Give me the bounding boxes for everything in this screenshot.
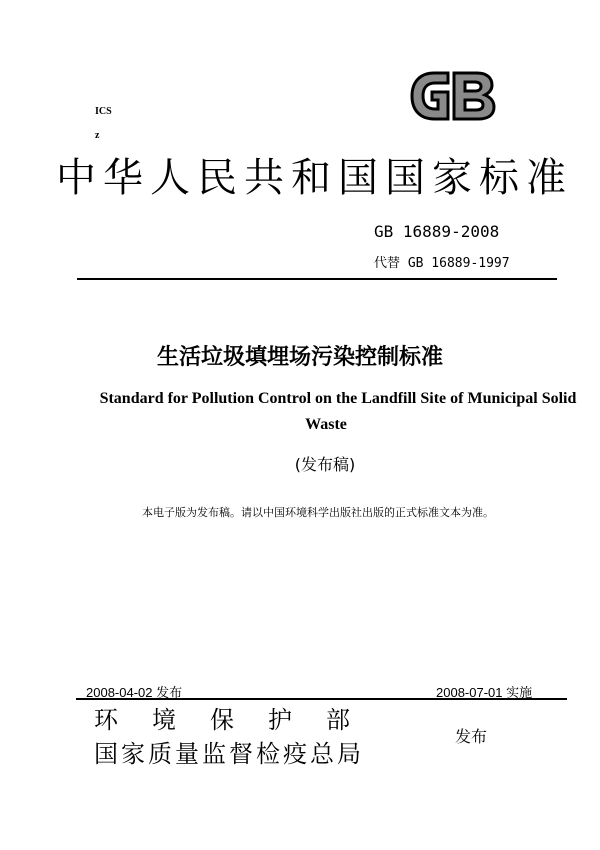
classification-letter: z — [95, 130, 100, 141]
footer-divider — [76, 698, 567, 700]
english-title-line1: Standard for Pollution Control on the Landfill Site of Municipal Solid — [99, 390, 577, 407]
issuer-ministry: 环境保护部 — [94, 706, 384, 734]
english-title-line2: Waste — [305, 416, 347, 433]
implementation-date: 2008-07-01 实施 — [436, 685, 533, 700]
disclaimer-text: 本电子版为发布稿。请以中国环境科学出版社出版的正式标准文本为准。 — [142, 506, 494, 519]
issue-date: 2008-04-02 发布 — [86, 685, 183, 700]
header-divider — [77, 278, 557, 280]
draft-note: (发布稿) — [294, 455, 356, 474]
national-standard-title: 中华人民共和国国家标准 — [56, 155, 573, 201]
standard-number: GB 16889-2008 — [374, 222, 500, 241]
gb-logo — [404, 70, 498, 122]
issuer-aqsiq: 国家质量监督检疫总局 — [94, 740, 364, 768]
publish-label: 发布 — [455, 727, 488, 746]
replaces-standard: 代替 GB 16889-1997 — [374, 256, 510, 271]
gb-logo-letter-b — [454, 73, 494, 119]
ics-label: ICS — [95, 106, 112, 117]
chinese-title: 生活垃圾填埋场污染控制标准 — [156, 345, 443, 370]
